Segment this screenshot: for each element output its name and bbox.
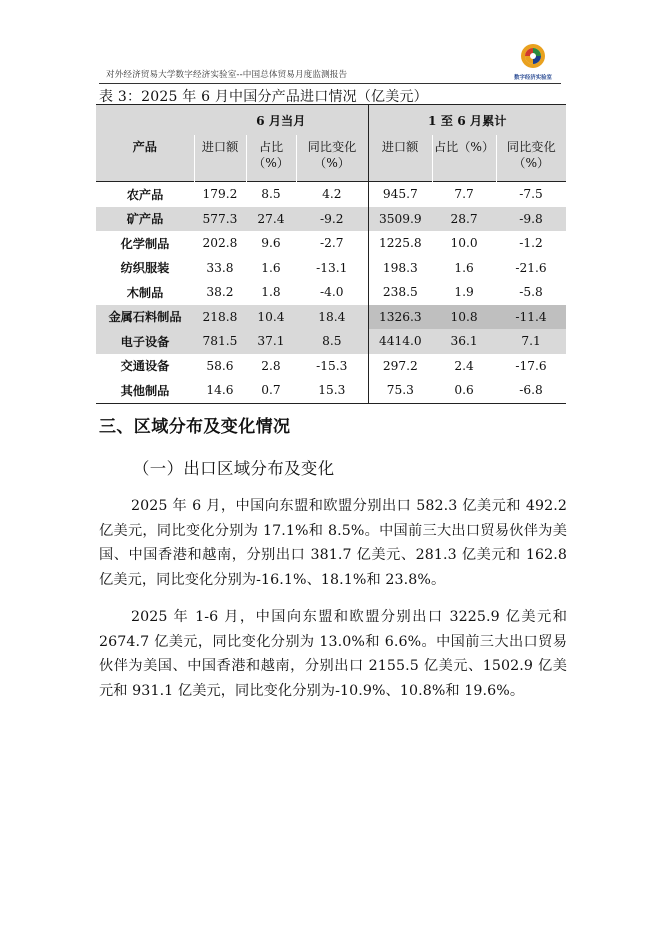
product-name: 纺织服装 [120,261,170,276]
table-title: 表 3：2025 年 6 月中国分产品进口情况（亿美元） [99,89,428,105]
import-table [96,104,566,404]
table-row [96,207,566,232]
cum-import: 75.3 [368,378,432,403]
cum-import: 4414.0 [368,329,432,354]
col-header-import2 [368,135,432,182]
month-share: 2.8 [261,358,281,373]
month-change: 15.3 [296,378,368,403]
cum-share: 36.1 [432,329,496,354]
col-header-product-label: 产品 [132,140,157,154]
product-name: 矿产品 [96,207,194,232]
month-change: -2.7 [320,236,344,251]
cum-import: 1326.3 [368,305,432,330]
table-row [96,231,566,256]
cum-import: 297.2 [368,354,432,379]
cum-import: 3509.9 [368,207,432,232]
month-share: 0.7 [246,378,296,403]
col-header-import2-label: 进口额 [381,140,419,154]
cum-change: 7.1 [496,329,566,354]
table-row [96,256,566,281]
sub-heading: （一）出口区域分布及变化 [133,459,335,478]
cum-change: -1.2 [519,236,543,251]
table-row [96,329,566,354]
month-import: 58.6 [206,358,234,373]
group-header-current: 6 月当月 [194,105,368,136]
product-name: 农产品 [126,187,164,202]
product-name: 木制品 [126,285,164,300]
table-row [96,378,566,403]
table-row [96,305,566,330]
month-import: 781.5 [194,329,246,354]
product-name: 化学制品 [120,236,170,251]
month-share: 8.5 [261,187,281,202]
col-header-change2-line1: 同比变化 [506,140,556,154]
col-header-change2-line2: （%） [513,156,550,170]
logo-caption: 数字经济实验室 [514,75,552,81]
month-import: 33.8 [206,260,234,275]
month-change: -4.0 [320,285,344,300]
cum-share: 28.7 [432,207,496,232]
cum-share: 10.8 [432,305,496,330]
month-import: 577.3 [194,207,246,232]
col-header-import [194,135,246,182]
cum-change: -9.8 [496,207,566,232]
col-header-import-label: 进口额 [201,140,239,154]
cum-share: 1.6 [454,260,474,275]
month-share: 37.1 [246,329,296,354]
col-header-share2 [432,135,496,182]
table-row [96,182,566,207]
month-share: 1.6 [261,260,281,275]
table-row [96,280,566,305]
cum-change: -21.6 [515,260,547,275]
month-change: -15.3 [316,358,348,373]
month-share: 10.4 [246,305,296,330]
col-header-change-line2: （%） [314,156,350,170]
cum-import: 945.7 [368,182,432,207]
table-row [96,354,566,379]
col-header-change-line1: 同比变化 [307,140,357,154]
table-group-header [96,105,566,136]
paragraph: 2025 年 1-6 月，中国向东盟和欧盟分别出口 3225.9 亿美元和 2674.7 亿美元，同比变化分别为 13.0%和 6.6%。中国前三大出口贸易伙伴为美国、中国香港和越南，分别出口 2155.5 亿美元、1502.9 亿美元和 931.1 亿美元，同比变化分别为-10.9%、10.8%和 19.6%。 [99,609,567,699]
cum-change: -17.6 [515,358,547,373]
month-change: -13.1 [316,260,348,275]
month-change: -9.2 [296,207,368,232]
report-header: 对外经济贸易大学数字经济实验室--中国总体贸易月度监测报告 [106,70,348,80]
cum-share: 1.9 [454,285,474,300]
cum-change: -7.5 [519,187,543,202]
month-change: 4.2 [322,187,342,202]
cum-share: 0.6 [432,378,496,403]
col-header-share-line2: （%） [253,156,289,170]
col-header-product [96,135,194,182]
col-header-share2-label: 占比（%） [433,140,495,154]
month-import: 179.2 [202,187,238,202]
cum-share: 10.0 [450,236,478,251]
month-import: 202.8 [202,236,238,251]
month-change: 18.4 [296,305,368,330]
cum-import: 1225.8 [368,231,432,256]
cum-change: -11.4 [496,305,566,330]
section-heading: 三、区域分布及变化情况 [99,417,291,437]
product-name: 金属石料制品 [96,305,194,330]
col-header-change2 [496,135,566,182]
cum-share: 2.4 [454,358,474,373]
cum-import: 198.3 [368,256,432,281]
month-share: 9.6 [261,236,281,251]
product-name: 其他制品 [96,378,194,403]
month-import: 38.2 [206,285,234,300]
cum-import: 238.5 [368,280,432,305]
month-import: 14.6 [194,378,246,403]
cum-share: 7.7 [454,187,474,202]
month-share: 1.8 [261,285,281,300]
paragraph: 2025 年 6 月，中国向东盟和欧盟分别出口 582.3 亿美元和 492.2 亿美元，同比变化分别为 17.1%和 8.5%。中国前三大出口贸易伙伴为美国、中国香港和越南，分别出口 381.7 亿美元、281.3 亿美元和 162.8 亿美元，同比变化分别为-16.1%、18.1%和 23.8%。 [99,498,567,588]
month-share: 27.4 [246,207,296,232]
table-column-header [96,135,566,182]
product-name: 电子设备 [96,329,194,354]
header-blank-cell [96,105,194,136]
col-header-share [246,135,296,182]
product-name: 交通设备 [120,359,170,374]
group-header-cumulative: 1 至 6 月累计 [368,105,566,136]
month-import: 218.8 [194,305,246,330]
month-change: 8.5 [296,329,368,354]
col-header-change [296,135,368,182]
col-header-share-line1: 占比 [258,140,284,154]
header-divider [99,83,561,84]
cum-change: -5.8 [519,285,543,300]
cum-change: -6.8 [496,378,566,403]
